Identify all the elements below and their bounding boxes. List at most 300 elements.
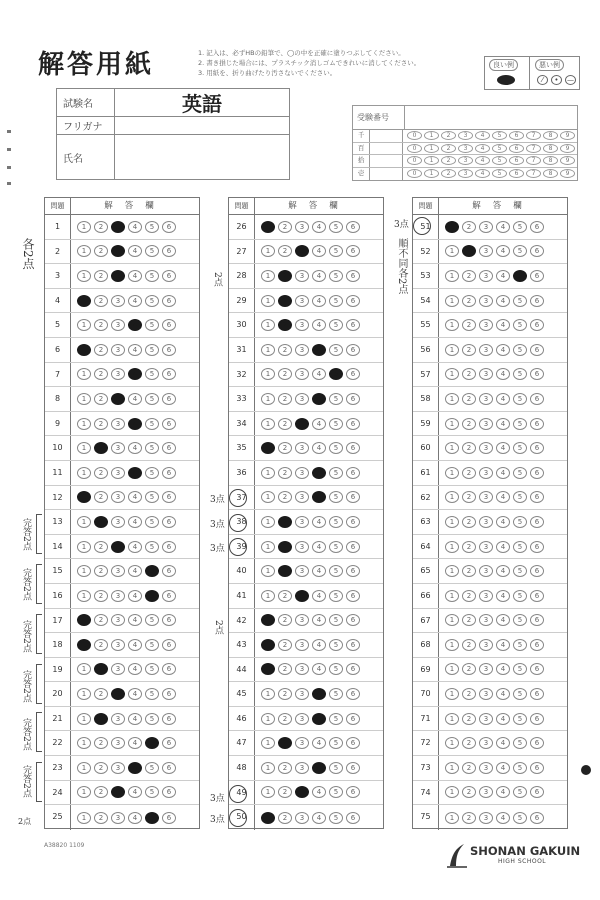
choice-bubble[interactable]: 2: [278, 639, 292, 651]
choice-bubble[interactable]: 5: [513, 614, 527, 626]
choice-bubble[interactable]: 2: [94, 590, 108, 602]
choice-bubble[interactable]: 2: [94, 639, 108, 651]
choice-bubble[interactable]: 6: [162, 713, 176, 725]
choice-bubble[interactable]: 4: [128, 245, 142, 257]
choice-bubble[interactable]: 1: [445, 614, 459, 626]
choice-bubble[interactable]: 5: [145, 393, 159, 405]
choice-bubble[interactable]: 4: [496, 344, 510, 356]
choice-bubble[interactable]: 5: [513, 639, 527, 651]
choice-bubble[interactable]: 2: [278, 786, 292, 798]
choice-bubble[interactable]: 5: [513, 737, 527, 749]
choice-bubble[interactable]: 4: [496, 590, 510, 602]
choice-bubble[interactable]: 2: [278, 762, 292, 774]
choice-bubble[interactable]: 4: [496, 516, 510, 528]
choice-bubble[interactable]: 3: [479, 737, 493, 749]
choice-bubble[interactable]: 2: [278, 491, 292, 503]
choice-bubble[interactable]: 1: [77, 368, 91, 380]
choice-bubble[interactable]: 5: [145, 368, 159, 380]
choice-bubble[interactable]: 6: [530, 688, 544, 700]
choice-bubble[interactable]: 5: [145, 688, 159, 700]
choice-bubble[interactable]: 5: [329, 393, 343, 405]
choice-bubble[interactable]: 2: [462, 737, 476, 749]
choice-bubble[interactable]: 6: [346, 344, 360, 356]
choice-bubble[interactable]: 2: [462, 418, 476, 430]
choice-bubble[interactable]: 6: [162, 221, 176, 233]
choice-bubble[interactable]: 5: [329, 270, 343, 282]
choice-bubble[interactable]: 6: [530, 590, 544, 602]
choice-bubble[interactable]: 5: [329, 467, 343, 479]
choice-bubble[interactable]: 4: [128, 344, 142, 356]
digit-bubble[interactable]: 8: [543, 144, 558, 153]
choice-bubble[interactable]: 3: [295, 737, 309, 749]
choice-bubble[interactable]: 1: [261, 565, 275, 577]
choice-bubble[interactable]: 1: [445, 344, 459, 356]
digit-bubble[interactable]: 4: [475, 156, 490, 165]
choice-bubble[interactable]: 5: [329, 713, 343, 725]
choice-bubble[interactable]: 6: [346, 812, 360, 824]
choice-bubble[interactable]: 2: [278, 418, 292, 430]
digit-bubble[interactable]: 1: [424, 131, 439, 140]
choice-bubble[interactable]: 5: [513, 812, 527, 824]
choice-bubble[interactable]: 5: [145, 319, 159, 331]
choice-bubble[interactable]: 4: [312, 639, 326, 651]
choice-bubble[interactable]: 2: [94, 344, 108, 356]
choice-bubble[interactable]: 6: [530, 565, 544, 577]
choice-bubble[interactable]: 5: [329, 663, 343, 675]
filled-bubble[interactable]: 1: [261, 663, 275, 675]
choice-bubble[interactable]: 6: [346, 221, 360, 233]
choice-bubble[interactable]: 1: [77, 245, 91, 257]
choice-bubble[interactable]: 3: [111, 639, 125, 651]
choice-bubble[interactable]: 6: [162, 541, 176, 553]
filled-bubble[interactable]: 4: [312, 491, 326, 503]
choice-bubble[interactable]: 3: [111, 418, 125, 430]
filled-bubble[interactable]: 4: [312, 344, 326, 356]
choice-bubble[interactable]: 2: [278, 688, 292, 700]
choice-bubble[interactable]: 3: [111, 565, 125, 577]
filled-bubble[interactable]: 5: [145, 565, 159, 577]
choice-bubble[interactable]: 1: [77, 713, 91, 725]
choice-bubble[interactable]: 1: [261, 737, 275, 749]
choice-bubble[interactable]: 2: [462, 393, 476, 405]
choice-bubble[interactable]: 5: [329, 418, 343, 430]
choice-bubble[interactable]: 3: [111, 319, 125, 331]
filled-bubble[interactable]: 1: [77, 344, 91, 356]
digit-bubble[interactable]: 6: [509, 169, 524, 178]
choice-bubble[interactable]: 4: [496, 270, 510, 282]
choice-bubble[interactable]: 4: [128, 516, 142, 528]
choice-bubble[interactable]: 4: [496, 319, 510, 331]
choice-bubble[interactable]: 4: [128, 295, 142, 307]
choice-bubble[interactable]: 2: [94, 319, 108, 331]
choice-bubble[interactable]: 6: [346, 663, 360, 675]
choice-bubble[interactable]: 4: [496, 245, 510, 257]
choice-bubble[interactable]: 6: [346, 639, 360, 651]
choice-bubble[interactable]: 2: [278, 590, 292, 602]
digit-bubble[interactable]: 5: [492, 169, 507, 178]
choice-bubble[interactable]: 3: [295, 762, 309, 774]
digit-bubble[interactable]: 7: [526, 156, 541, 165]
choice-bubble[interactable]: 3: [111, 614, 125, 626]
choice-bubble[interactable]: 1: [77, 393, 91, 405]
choice-bubble[interactable]: 1: [445, 590, 459, 602]
choice-bubble[interactable]: 5: [513, 295, 527, 307]
digit-bubble[interactable]: 2: [441, 131, 456, 140]
choice-bubble[interactable]: 5: [513, 344, 527, 356]
filled-bubble[interactable]: 2: [462, 245, 476, 257]
choice-bubble[interactable]: 3: [295, 467, 309, 479]
choice-bubble[interactable]: 6: [162, 245, 176, 257]
filled-bubble[interactable]: 2: [278, 737, 292, 749]
filled-bubble[interactable]: 3: [295, 245, 309, 257]
digit-bubble[interactable]: 9: [560, 131, 575, 140]
filled-bubble[interactable]: 1: [77, 491, 91, 503]
choice-bubble[interactable]: 4: [496, 442, 510, 454]
choice-bubble[interactable]: 1: [261, 245, 275, 257]
choice-bubble[interactable]: 4: [496, 688, 510, 700]
choice-bubble[interactable]: 5: [329, 221, 343, 233]
choice-bubble[interactable]: 4: [496, 393, 510, 405]
choice-bubble[interactable]: 3: [295, 639, 309, 651]
choice-bubble[interactable]: 4: [496, 368, 510, 380]
choice-bubble[interactable]: 6: [346, 319, 360, 331]
choice-bubble[interactable]: 6: [162, 737, 176, 749]
choice-bubble[interactable]: 2: [462, 541, 476, 553]
digit-bubble[interactable]: 7: [526, 169, 541, 178]
choice-bubble[interactable]: 1: [261, 270, 275, 282]
choice-bubble[interactable]: 1: [77, 590, 91, 602]
choice-bubble[interactable]: 6: [530, 737, 544, 749]
choice-bubble[interactable]: 4: [496, 467, 510, 479]
filled-bubble[interactable]: 4: [128, 418, 142, 430]
choice-bubble[interactable]: 2: [462, 663, 476, 675]
choice-bubble[interactable]: 6: [530, 245, 544, 257]
digit-bubble[interactable]: 8: [543, 169, 558, 178]
filled-bubble[interactable]: 1: [77, 614, 91, 626]
choice-bubble[interactable]: 4: [128, 270, 142, 282]
choice-bubble[interactable]: 6: [530, 467, 544, 479]
filled-bubble[interactable]: 4: [312, 467, 326, 479]
choice-bubble[interactable]: 1: [77, 270, 91, 282]
choice-bubble[interactable]: 4: [128, 565, 142, 577]
choice-bubble[interactable]: 5: [145, 442, 159, 454]
choice-bubble[interactable]: 1: [261, 688, 275, 700]
choice-bubble[interactable]: 5: [513, 418, 527, 430]
choice-bubble[interactable]: 5: [145, 270, 159, 282]
choice-bubble[interactable]: 3: [295, 663, 309, 675]
choice-bubble[interactable]: 6: [346, 245, 360, 257]
choice-bubble[interactable]: 2: [462, 639, 476, 651]
choice-bubble[interactable]: 6: [530, 344, 544, 356]
filled-bubble[interactable]: 2: [94, 713, 108, 725]
digit-bubble[interactable]: 4: [475, 144, 490, 153]
choice-bubble[interactable]: 4: [128, 663, 142, 675]
choice-bubble[interactable]: 1: [77, 786, 91, 798]
choice-bubble[interactable]: 2: [94, 270, 108, 282]
choice-bubble[interactable]: 5: [145, 541, 159, 553]
choice-bubble[interactable]: 6: [346, 368, 360, 380]
choice-bubble[interactable]: 3: [479, 590, 493, 602]
choice-bubble[interactable]: 2: [462, 344, 476, 356]
choice-bubble[interactable]: 1: [445, 737, 459, 749]
choice-bubble[interactable]: 5: [145, 467, 159, 479]
choice-bubble[interactable]: 3: [295, 368, 309, 380]
choice-bubble[interactable]: 2: [94, 812, 108, 824]
choice-bubble[interactable]: 3: [295, 516, 309, 528]
choice-bubble[interactable]: 2: [278, 713, 292, 725]
choice-bubble[interactable]: 6: [530, 491, 544, 503]
choice-bubble[interactable]: 1: [261, 786, 275, 798]
choice-bubble[interactable]: 4: [312, 590, 326, 602]
name-field[interactable]: [115, 135, 289, 179]
digit-bubble[interactable]: 3: [458, 156, 473, 165]
filled-bubble[interactable]: 2: [278, 516, 292, 528]
choice-bubble[interactable]: 6: [162, 393, 176, 405]
choice-bubble[interactable]: 1: [77, 812, 91, 824]
choice-bubble[interactable]: 5: [329, 614, 343, 626]
choice-bubble[interactable]: 1: [261, 418, 275, 430]
choice-bubble[interactable]: 6: [346, 442, 360, 454]
choice-bubble[interactable]: 4: [128, 442, 142, 454]
choice-bubble[interactable]: 4: [128, 491, 142, 503]
choice-bubble[interactable]: 1: [445, 516, 459, 528]
filled-bubble[interactable]: 2: [278, 565, 292, 577]
choice-bubble[interactable]: 6: [346, 565, 360, 577]
choice-bubble[interactable]: 2: [462, 221, 476, 233]
choice-bubble[interactable]: 2: [278, 221, 292, 233]
digit-bubble[interactable]: 8: [543, 156, 558, 165]
choice-bubble[interactable]: 1: [77, 565, 91, 577]
choice-bubble[interactable]: 5: [513, 491, 527, 503]
digit-bubble[interactable]: 4: [475, 169, 490, 178]
choice-bubble[interactable]: 1: [261, 467, 275, 479]
choice-bubble[interactable]: 4: [496, 418, 510, 430]
choice-bubble[interactable]: 6: [162, 295, 176, 307]
choice-bubble[interactable]: 4: [128, 737, 142, 749]
choice-bubble[interactable]: 2: [94, 737, 108, 749]
choice-bubble[interactable]: 5: [329, 491, 343, 503]
choice-bubble[interactable]: 5: [329, 688, 343, 700]
choice-bubble[interactable]: 4: [312, 221, 326, 233]
furigana-row[interactable]: [57, 117, 289, 135]
choice-bubble[interactable]: 1: [445, 245, 459, 257]
choice-bubble[interactable]: 6: [346, 541, 360, 553]
digit-bubble[interactable]: 5: [492, 156, 507, 165]
choice-bubble[interactable]: 3: [111, 737, 125, 749]
choice-bubble[interactable]: 1: [445, 639, 459, 651]
choice-bubble[interactable]: 5: [329, 762, 343, 774]
choice-bubble[interactable]: 1: [445, 270, 459, 282]
filled-bubble[interactable]: 5: [145, 812, 159, 824]
choice-bubble[interactable]: 2: [94, 614, 108, 626]
write-box[interactable]: [370, 143, 403, 155]
digit-bubble[interactable]: 9: [560, 156, 575, 165]
choice-bubble[interactable]: 5: [513, 368, 527, 380]
choice-bubble[interactable]: 5: [145, 295, 159, 307]
choice-bubble[interactable]: 6: [530, 541, 544, 553]
choice-bubble[interactable]: 3: [111, 812, 125, 824]
choice-bubble[interactable]: 6: [162, 812, 176, 824]
filled-bubble[interactable]: 1: [261, 221, 275, 233]
choice-bubble[interactable]: 6: [530, 713, 544, 725]
choice-bubble[interactable]: 2: [278, 467, 292, 479]
choice-bubble[interactable]: 6: [162, 491, 176, 503]
digit-bubble[interactable]: 2: [441, 144, 456, 153]
choice-bubble[interactable]: 2: [462, 270, 476, 282]
filled-bubble[interactable]: 1: [77, 295, 91, 307]
choice-bubble[interactable]: 1: [77, 663, 91, 675]
choice-bubble[interactable]: 6: [346, 270, 360, 282]
filled-bubble[interactable]: 3: [111, 786, 125, 798]
choice-bubble[interactable]: 1: [445, 467, 459, 479]
choice-bubble[interactable]: 1: [445, 368, 459, 380]
choice-bubble[interactable]: 3: [295, 221, 309, 233]
choice-bubble[interactable]: 2: [94, 762, 108, 774]
filled-bubble[interactable]: 3: [295, 590, 309, 602]
choice-bubble[interactable]: 3: [479, 442, 493, 454]
choice-bubble[interactable]: 6: [162, 319, 176, 331]
choice-bubble[interactable]: 5: [513, 663, 527, 675]
choice-bubble[interactable]: 1: [77, 442, 91, 454]
choice-bubble[interactable]: 5: [145, 221, 159, 233]
choice-bubble[interactable]: 1: [445, 812, 459, 824]
choice-bubble[interactable]: 4: [128, 639, 142, 651]
choice-bubble[interactable]: 2: [462, 442, 476, 454]
filled-bubble[interactable]: 4: [128, 319, 142, 331]
choice-bubble[interactable]: 6: [346, 688, 360, 700]
digit-bubble[interactable]: 2: [441, 156, 456, 165]
choice-bubble[interactable]: 6: [162, 786, 176, 798]
choice-bubble[interactable]: 6: [346, 786, 360, 798]
filled-bubble[interactable]: 4: [312, 393, 326, 405]
choice-bubble[interactable]: 3: [295, 442, 309, 454]
choice-bubble[interactable]: 2: [278, 368, 292, 380]
choice-bubble[interactable]: 6: [346, 614, 360, 626]
choice-bubble[interactable]: 2: [94, 393, 108, 405]
choice-bubble[interactable]: 6: [162, 762, 176, 774]
choice-bubble[interactable]: 3: [479, 688, 493, 700]
choice-bubble[interactable]: 2: [462, 614, 476, 626]
choice-bubble[interactable]: 3: [479, 295, 493, 307]
digit-bubble[interactable]: 7: [526, 144, 541, 153]
choice-bubble[interactable]: 3: [295, 713, 309, 725]
filled-bubble[interactable]: 3: [111, 270, 125, 282]
choice-bubble[interactable]: 4: [496, 541, 510, 553]
choice-bubble[interactable]: 4: [128, 590, 142, 602]
choice-bubble[interactable]: 2: [94, 565, 108, 577]
choice-bubble[interactable]: 2: [462, 491, 476, 503]
choice-bubble[interactable]: 6: [162, 565, 176, 577]
choice-bubble[interactable]: 3: [295, 541, 309, 553]
choice-bubble[interactable]: 3: [479, 614, 493, 626]
choice-bubble[interactable]: 5: [513, 319, 527, 331]
choice-bubble[interactable]: 4: [312, 245, 326, 257]
choice-bubble[interactable]: 5: [513, 713, 527, 725]
choice-bubble[interactable]: 5: [329, 812, 343, 824]
choice-bubble[interactable]: 5: [513, 762, 527, 774]
digit-bubble[interactable]: 6: [509, 144, 524, 153]
write-box[interactable]: [370, 155, 403, 167]
choice-bubble[interactable]: 5: [513, 688, 527, 700]
choice-bubble[interactable]: 4: [128, 221, 142, 233]
choice-bubble[interactable]: 1: [77, 467, 91, 479]
choice-bubble[interactable]: 5: [513, 393, 527, 405]
filled-bubble[interactable]: 5: [145, 590, 159, 602]
digit-bubble[interactable]: 3: [458, 144, 473, 153]
choice-bubble[interactable]: 6: [530, 663, 544, 675]
choice-bubble[interactable]: 1: [261, 713, 275, 725]
filled-bubble[interactable]: 2: [94, 442, 108, 454]
choice-bubble[interactable]: 4: [128, 812, 142, 824]
choice-bubble[interactable]: 5: [145, 639, 159, 651]
choice-bubble[interactable]: 5: [145, 245, 159, 257]
choice-bubble[interactable]: 5: [329, 565, 343, 577]
choice-bubble[interactable]: 3: [295, 270, 309, 282]
choice-bubble[interactable]: 5: [329, 442, 343, 454]
choice-bubble[interactable]: 5: [513, 467, 527, 479]
choice-bubble[interactable]: 1: [77, 516, 91, 528]
choice-bubble[interactable]: 1: [261, 295, 275, 307]
choice-bubble[interactable]: 6: [346, 590, 360, 602]
choice-bubble[interactable]: 1: [445, 442, 459, 454]
choice-bubble[interactable]: 4: [312, 368, 326, 380]
choice-bubble[interactable]: 1: [445, 688, 459, 700]
filled-bubble[interactable]: 3: [111, 245, 125, 257]
filled-bubble[interactable]: 3: [111, 688, 125, 700]
choice-bubble[interactable]: 2: [278, 245, 292, 257]
choice-bubble[interactable]: 2: [462, 565, 476, 577]
choice-bubble[interactable]: 4: [128, 393, 142, 405]
choice-bubble[interactable]: 2: [462, 590, 476, 602]
choice-bubble[interactable]: 3: [111, 663, 125, 675]
choice-bubble[interactable]: 3: [479, 516, 493, 528]
choice-bubble[interactable]: 3: [479, 565, 493, 577]
choice-bubble[interactable]: 3: [295, 491, 309, 503]
choice-bubble[interactable]: 1: [261, 319, 275, 331]
choice-bubble[interactable]: 4: [496, 762, 510, 774]
choice-bubble[interactable]: 6: [530, 614, 544, 626]
filled-bubble[interactable]: 4: [312, 762, 326, 774]
choice-bubble[interactable]: 5: [145, 762, 159, 774]
choice-bubble[interactable]: 4: [128, 786, 142, 798]
choice-bubble[interactable]: 4: [496, 614, 510, 626]
choice-bubble[interactable]: 4: [312, 295, 326, 307]
digit-bubble[interactable]: 6: [509, 156, 524, 165]
choice-bubble[interactable]: 2: [278, 812, 292, 824]
write-box[interactable]: [370, 168, 403, 181]
choice-bubble[interactable]: 4: [312, 663, 326, 675]
choice-bubble[interactable]: 3: [479, 418, 493, 430]
choice-bubble[interactable]: 2: [94, 295, 108, 307]
choice-bubble[interactable]: 3: [295, 295, 309, 307]
choice-bubble[interactable]: 2: [94, 786, 108, 798]
digit-bubble[interactable]: 3: [458, 131, 473, 140]
choice-bubble[interactable]: 4: [496, 663, 510, 675]
choice-bubble[interactable]: 3: [111, 467, 125, 479]
choice-bubble[interactable]: 2: [94, 541, 108, 553]
choice-bubble[interactable]: 3: [479, 786, 493, 798]
choice-bubble[interactable]: 2: [94, 418, 108, 430]
choice-bubble[interactable]: 6: [162, 639, 176, 651]
choice-bubble[interactable]: 3: [479, 270, 493, 282]
choice-bubble[interactable]: 5: [329, 786, 343, 798]
choice-bubble[interactable]: 4: [496, 737, 510, 749]
choice-bubble[interactable]: 1: [77, 762, 91, 774]
choice-bubble[interactable]: 5: [145, 491, 159, 503]
choice-bubble[interactable]: 6: [162, 442, 176, 454]
filled-bubble[interactable]: 2: [278, 319, 292, 331]
choice-bubble[interactable]: 4: [496, 713, 510, 725]
